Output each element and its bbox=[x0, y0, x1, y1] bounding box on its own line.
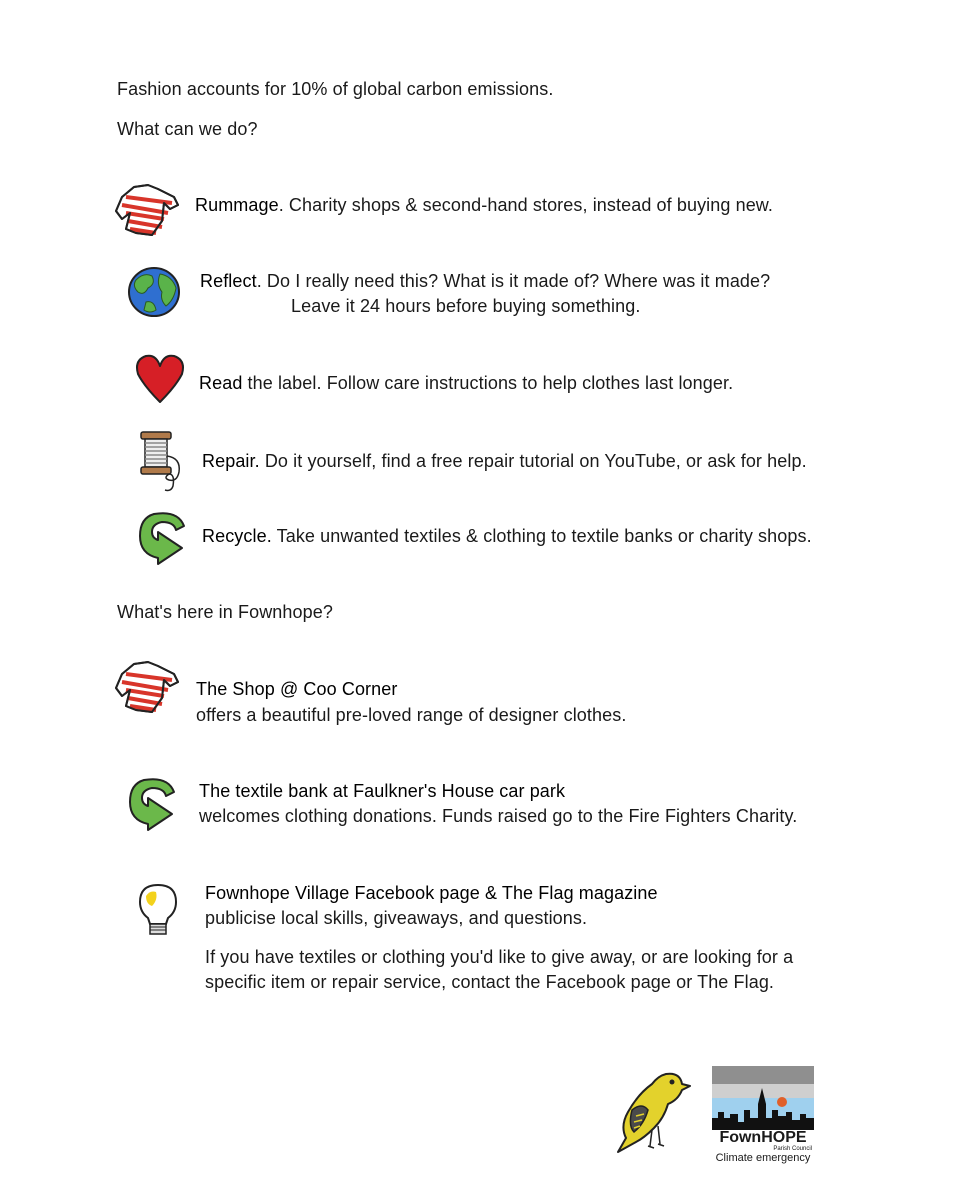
tip-repair bbox=[202, 450, 807, 472]
tip-text: Take unwanted textiles & clothing to textile banks or charity shops. bbox=[271, 526, 812, 546]
logo-tagline: Climate emergency bbox=[715, 1152, 811, 1164]
globe-icon bbox=[126, 266, 182, 318]
local-shop-title: The Shop @ Coo Corner bbox=[196, 679, 398, 699]
tip-key: Reflect bbox=[200, 271, 257, 291]
tip-read bbox=[199, 372, 733, 394]
logo-emblem bbox=[712, 1066, 814, 1130]
recycle-arrow-icon bbox=[134, 508, 188, 566]
tip-text: . Do I really need this? What is it made of? Where was it made? bbox=[256, 271, 771, 291]
tip-key: Rummage bbox=[195, 195, 279, 215]
jumper-icon bbox=[112, 183, 180, 243]
tip-text: . Charity shops & second-hand stores, instead of buying new. bbox=[278, 195, 774, 215]
tip-key: Recycle. bbox=[202, 526, 272, 546]
tip-key: Repair. bbox=[202, 451, 260, 471]
local-facebook-extra-2: specific item or repair service, contact the Facebook page or The Flag. bbox=[205, 972, 775, 992]
logo-name-right: HOPE bbox=[761, 1129, 807, 1146]
intro-line-2: What can we do? bbox=[117, 119, 258, 139]
intro-line-1: Fashion accounts for 10% of global carbon emissions. bbox=[117, 79, 554, 99]
local-heading: What's here in Fownhope? bbox=[117, 602, 333, 622]
tip-recycle bbox=[202, 525, 812, 547]
tip-reflect bbox=[200, 270, 770, 292]
logo-name-left: Fown bbox=[719, 1129, 762, 1146]
thread-spool-icon bbox=[137, 428, 185, 494]
tip-reflect-line-2: Leave it 24 hours before buying something. bbox=[291, 296, 641, 316]
local-facebook-title: Fownhope Village Facebook page & The Flag magazine bbox=[205, 883, 658, 903]
local-shop-desc: offers a beautiful pre-loved range of designer clothes. bbox=[196, 705, 627, 725]
local-facebook-desc: publicise local skills, giveaways, and questions. bbox=[205, 908, 588, 928]
fownhope-logo bbox=[712, 1066, 814, 1164]
logo-subtitle: Parish Council bbox=[773, 1146, 812, 1152]
heart-icon bbox=[134, 352, 186, 406]
local-textile-bank-title: The textile bank at Faulkner's House car park bbox=[199, 781, 566, 801]
goldfinch-bird-icon bbox=[608, 1066, 692, 1158]
tip-rummage bbox=[195, 194, 773, 216]
tip-text: Do it yourself, find a free repair tutorial on YouTube, or ask for help. bbox=[259, 451, 807, 471]
logo-name bbox=[712, 1130, 814, 1146]
recycle-arrow-icon bbox=[124, 774, 178, 832]
tip-key: Read bbox=[199, 373, 243, 393]
jumper-icon bbox=[112, 660, 180, 720]
lightbulb-icon bbox=[136, 882, 180, 938]
tip-text: the label. Follow care instructions to help clothes last longer. bbox=[242, 373, 734, 393]
local-facebook-extra-1: If you have textiles or clothing you'd like to give away, or are looking for a bbox=[205, 947, 794, 967]
local-textile-bank-desc: welcomes clothing donations. Funds raised go to the Fire Fighters Charity. bbox=[199, 806, 798, 826]
